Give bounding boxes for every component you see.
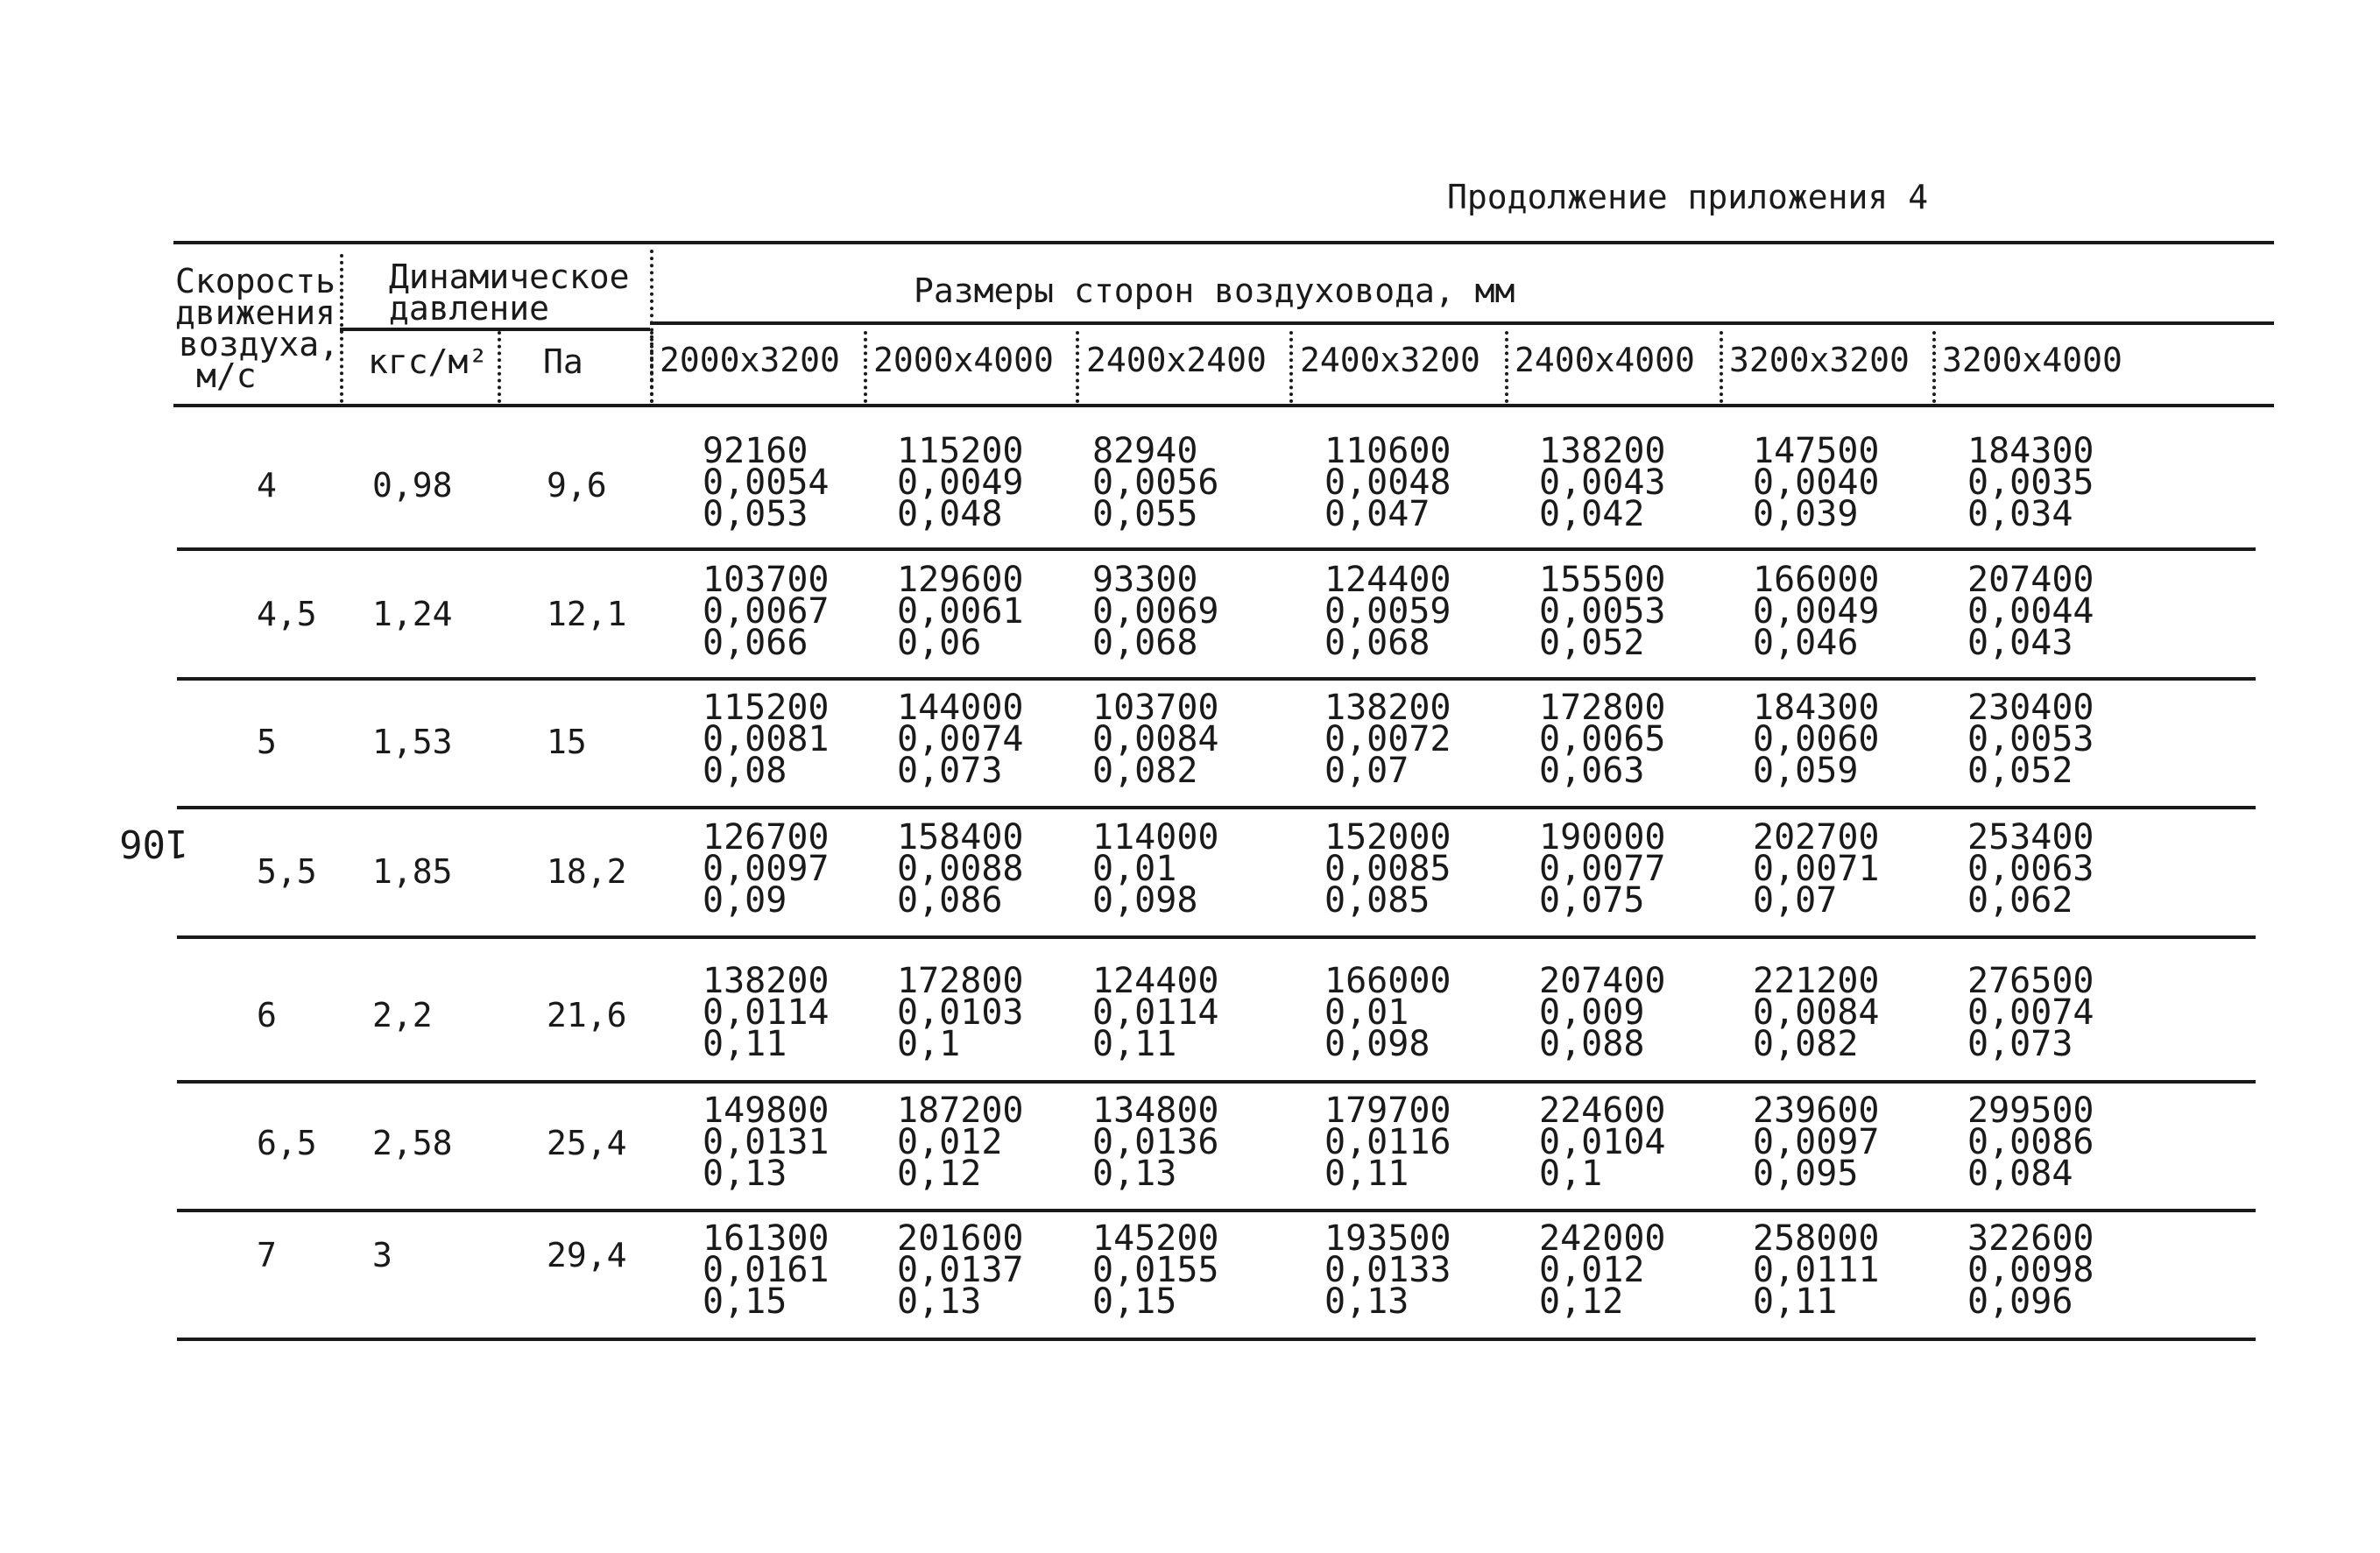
table-cell: 124400 0,0114 0,11 [1092,961,1219,1064]
table-cell: 166000 0,0049 0,046 [1753,560,1880,663]
table-cell: 138200 0,0043 0,042 [1539,431,1666,534]
table-cell: 221200 0,0084 0,082 [1753,961,1880,1064]
table-cell: 149800 0,0131 0,13 [703,1091,830,1194]
size-header-3200x3200: 3200х3200 [1729,341,1910,379]
table-cell: 184300 0,0035 0,034 [1967,431,2094,534]
table-cell: 115200 0,0049 0,048 [897,431,1024,534]
page-number: 106 [119,821,189,865]
table-cell: 224600 0,0104 0,1 [1539,1091,1666,1194]
cell-speed: 7 [257,1236,277,1274]
cell-pa: 15 [547,723,587,761]
table-cell: 155500 0,0053 0,052 [1539,560,1666,663]
header-divider [1932,331,1936,403]
table-cell: 166000 0,01 0,098 [1324,961,1451,1064]
table-cell: 134800 0,0136 0,13 [1092,1091,1219,1194]
table-cell: 110600 0,0048 0,047 [1324,431,1451,534]
table-cell: 114000 0,01 0,098 [1092,817,1219,921]
unit-kgf-header: кгс/м² [368,342,489,381]
cell-kgf: 1,24 [372,595,453,633]
table-cell: 115200 0,0081 0,08 [703,688,830,791]
table-cell: 230400 0,0053 0,052 [1967,688,2094,791]
row-rule [177,677,2256,681]
row-rule [177,935,2256,939]
table-cell: 124400 0,0059 0,068 [1324,560,1451,663]
size-header-2000x3200: 2000х3200 [660,341,840,379]
size-header-2400x4000: 2400х4000 [1515,341,1695,379]
table-cell: 93300 0,0069 0,068 [1092,560,1219,663]
table-cell: 158400 0,0088 0,086 [897,817,1024,921]
sizes-subheader-rule [650,321,2274,325]
table-cell: 187200 0,012 0,12 [897,1091,1024,1194]
table-cell: 184300 0,0060 0,059 [1753,688,1880,791]
table-top-rule [173,241,2274,244]
table-bottom-rule [177,1338,2256,1341]
header-divider [1720,331,1723,403]
table-cell: 161300 0,0161 0,15 [703,1218,830,1322]
cell-pa: 25,4 [547,1124,627,1162]
cell-speed: 5 [257,723,277,761]
cell-speed: 5,5 [257,852,317,891]
header-divider [498,331,501,403]
table-cell: 207400 0,0044 0,043 [1967,560,2094,663]
table-cell: 179700 0,0116 0,11 [1324,1091,1451,1194]
table-cell: 190000 0,0077 0,075 [1539,817,1666,921]
table-cell: 258000 0,0111 0,11 [1753,1218,1880,1322]
row-rule [177,1080,2256,1084]
table-cell: 145200 0,0155 0,15 [1092,1218,1219,1322]
header-divider [340,254,343,403]
size-header-3200x4000: 3200х4000 [1942,341,2122,379]
table-cell: 202700 0,0071 0,07 [1753,817,1880,921]
row-rule [177,806,2256,809]
cell-speed: 4,5 [257,595,317,633]
header-divider [650,331,653,403]
header-divider [1289,331,1293,403]
cell-speed: 6,5 [257,1124,317,1162]
table-cell: 82940 0,0056 0,055 [1092,431,1219,534]
table-cell: 144000 0,0074 0,073 [897,688,1024,791]
cell-kgf: 0,98 [372,466,453,505]
table-cell: 172800 0,0103 0,1 [897,961,1024,1064]
speed-header: Скорость движения воздуха, м/с [175,262,340,395]
table-cell: 92160 0,0054 0,053 [703,431,830,534]
cell-kgf: 1,53 [372,723,453,761]
table-cell: 322600 0,0098 0,096 [1967,1218,2094,1322]
cell-kgf: 3 [372,1236,392,1274]
table-cell: 242000 0,012 0,12 [1539,1218,1666,1322]
table-cell: 126700 0,0097 0,09 [703,817,830,921]
unit-pa-header: Па [543,342,583,381]
table-cell: 207400 0,009 0,088 [1539,961,1666,1064]
header-divider [864,331,867,403]
table-cell: 147500 0,0040 0,039 [1753,431,1880,534]
row-rule [177,547,2256,551]
size-header-2000x4000: 2000х4000 [873,341,1054,379]
size-header-2400x2400: 2400х2400 [1086,341,1267,379]
table-cell: 103700 0,0067 0,066 [703,560,830,663]
cell-kgf: 2,58 [372,1124,453,1162]
cell-kgf: 2,2 [372,996,433,1034]
table-cell: 138200 0,0114 0,11 [703,961,830,1064]
cell-pa: 18,2 [547,852,627,891]
cell-speed: 6 [257,996,277,1034]
pressure-subheader-rule [340,328,650,331]
table-cell: 193500 0,0133 0,13 [1324,1218,1451,1322]
cell-pa: 9,6 [547,466,607,505]
table-cell: 239600 0,0097 0,095 [1753,1091,1880,1194]
table-cell: 299500 0,0086 0,084 [1967,1091,2094,1194]
table-cell: 138200 0,0072 0,07 [1324,688,1451,791]
cell-pa: 12,1 [547,595,627,633]
dynamic-pressure-header: Динамическое давление [389,258,630,328]
continuation-title: Продолжение приложения 4 [1447,178,1929,216]
table-cell: 129600 0,0061 0,06 [897,560,1024,663]
cell-speed: 4 [257,466,277,505]
cell-pa: 21,6 [547,996,627,1034]
table-cell: 103700 0,0084 0,082 [1092,688,1219,791]
table-cell: 276500 0,0074 0,073 [1967,961,2094,1064]
cell-kgf: 1,85 [372,852,453,891]
table-cell: 172800 0,0065 0,063 [1539,688,1666,791]
header-divider [1505,331,1508,403]
row-rule [177,1209,2256,1212]
sizes-header: Размеры сторон воздуховода, мм [914,272,1515,310]
table-cell: 152000 0,0085 0,085 [1324,817,1451,921]
table-cell: 201600 0,0137 0,13 [897,1218,1024,1322]
cell-pa: 29,4 [547,1236,627,1274]
table-cell: 253400 0,0063 0,062 [1967,817,2094,921]
size-header-2400x3200: 2400х3200 [1300,341,1480,379]
header-bottom-rule [173,404,2274,407]
header-divider [1076,331,1079,403]
